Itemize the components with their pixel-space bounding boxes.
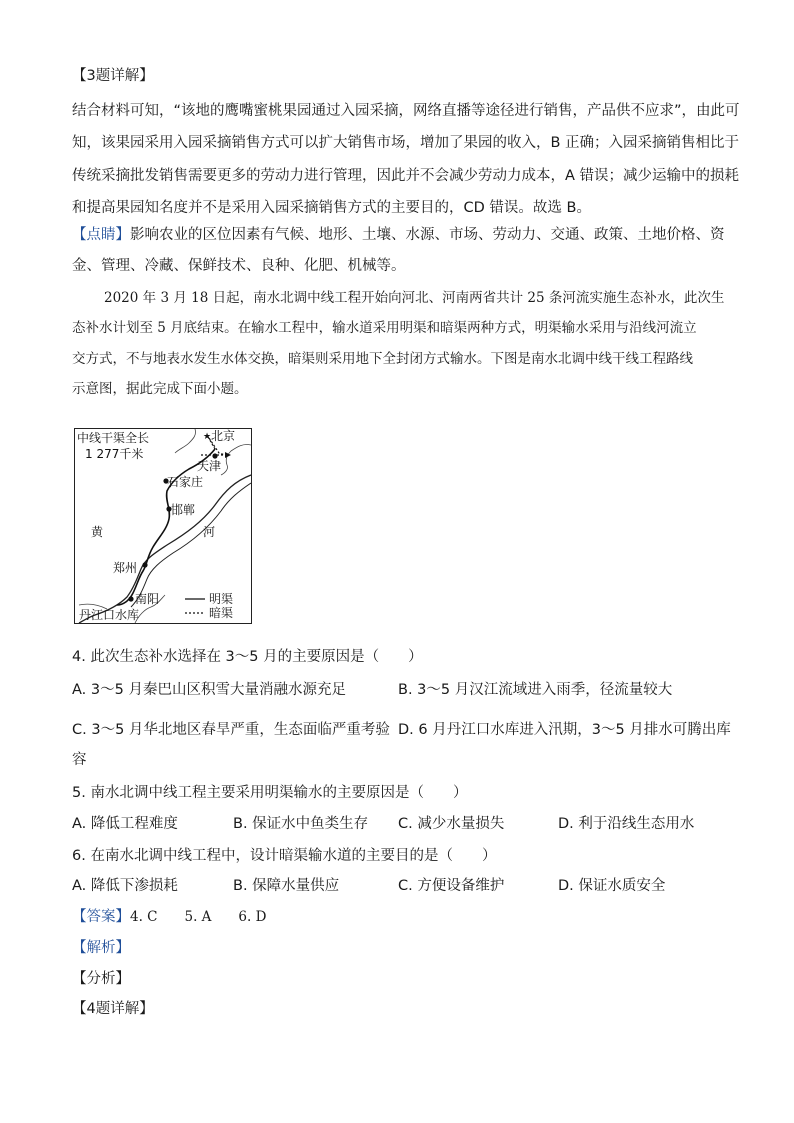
dianjing-line-1 xyxy=(72,225,725,245)
border-line-east xyxy=(221,444,251,475)
q4-option-c: C. 3～5 月华北地区春旱严重，生态面临严重考验 xyxy=(72,722,390,738)
route-map xyxy=(74,428,252,624)
city-tianjin: 天津 xyxy=(197,459,222,473)
answer-label: 【答案】 xyxy=(72,909,130,925)
q6-option-d: D. 保证水质安全 xyxy=(558,878,666,894)
legend-covered-label: 暗渠 xyxy=(209,606,234,620)
q6-stem: 6. 在南水北调中线工程中，设计暗渠输水道的主要目的是（ ） xyxy=(72,848,497,864)
section3-line-4: 和提高果园知名度并不是采用入园采摘销售方式的主要目的，CD 错误。故选 B。 xyxy=(72,200,591,216)
map-caption-2: 1 277千米 xyxy=(85,447,144,461)
yellow-river-bank xyxy=(131,483,251,607)
answer-line xyxy=(72,907,266,927)
q5-option-a: A. 降低工程难度 xyxy=(72,816,178,832)
river-char-huang: 黄 xyxy=(91,525,104,539)
nanyang-dot xyxy=(128,596,133,601)
q4-option-a: A. 3～5 月秦巴山区积雪大量消融水源充足 xyxy=(72,682,346,698)
legend-open-label: 明渠 xyxy=(209,592,234,606)
q6-option-a: A. 降低下渗损耗 xyxy=(72,878,178,894)
city-handan: 邯郸 xyxy=(171,503,196,517)
q5-option-b: B. 保证水中鱼类生存 xyxy=(233,816,369,832)
section3-line-1: 结合材料可知，“该地的鹰嘴蜜桃果园通过入园采摘，网络直播等途径进行销售，产品供不应求”，由此可 xyxy=(72,103,740,119)
map-caption-1: 中线干渠全长 xyxy=(77,431,150,445)
dianjing-line-2: 金、管理、冷藏、保鲜技术、良种、化肥、机械等。 xyxy=(72,258,406,274)
fenxi-label: 【分析】 xyxy=(72,971,130,987)
river-char-he: 河 xyxy=(203,525,216,539)
jiexi-label: 【解析】 xyxy=(72,940,130,956)
material-line-3: 交方式，不与地表水发生水体交换，暗渠则采用地下全封闭方式输水。下图是南水北调中线干线工程路线 xyxy=(72,351,693,367)
q5-stem: 5. 南水北调中线工程主要采用明渠输水的主要原因是（ ） xyxy=(72,785,468,801)
city-zhengzhou: 郑州 xyxy=(113,561,138,575)
dianjing-label: 【点睛】 xyxy=(72,227,130,243)
q5-option-d: D. 利于沿线生态用水 xyxy=(558,816,695,832)
q4-option-d: D. 6 月丹江口水库进入汛期，3～5 月排水可腾出库 xyxy=(398,722,731,738)
q4-option-b: B. 3～5 月汉江流域进入雨季，径流量较大 xyxy=(398,682,673,698)
q4-option-d-cont: 容 xyxy=(72,752,87,768)
q5-option-c: C. 减少水量损失 xyxy=(398,816,505,832)
q6-option-c: C. 方便设备维护 xyxy=(398,878,505,894)
section3-heading: 【3题详解】 xyxy=(72,68,154,84)
section3-line-2: 知，该果园采用入园采摘销售方式可以扩大销售市场，增加了果园的收入，B 正确；入园采摘销售相比于 xyxy=(72,135,740,151)
section4-heading: 【4题详解】 xyxy=(72,1001,154,1017)
material-line-2: 态补水计划至 5 月底结束。在输水工程中，输水道采用明渠和暗渠两种方式，明渠输水采用与沿线河流立 xyxy=(72,320,697,336)
q4-stem: 4. 此次生态补水选择在 3～5 月的主要原因是（ ） xyxy=(72,649,423,665)
tianjin-arrow xyxy=(225,452,231,458)
dianjing-text-1: 影响农业的区位因素有气候、地形、土壤、水源、市场、劳动力、交通、政策、土地价格、资 xyxy=(130,227,725,243)
material-line-4: 示意图，据此完成下面小题。 xyxy=(72,381,248,397)
city-shijiazhuang: 石家庄 xyxy=(167,475,204,489)
city-beijing: 北京 xyxy=(211,429,236,443)
tianjin-dot xyxy=(212,453,217,458)
material-line-1: 2020 年 3 月 18 日起，南水北调中线工程开始向河北、河南两省共计 25 条河流实施生态补水，此次生 xyxy=(104,290,725,306)
section3-line-3: 传统采摘批发销售需要更多的劳动力进行管理，因此并不会减少劳动力成本，A 错误；减少运输中的损耗 xyxy=(72,168,740,184)
answer-text: 4. C 5. A 6. D xyxy=(130,909,267,925)
border-line-north xyxy=(175,429,196,453)
city-danjiangkou: 丹江口水库 xyxy=(79,608,140,622)
zhengzhou-dot xyxy=(142,562,147,567)
city-nanyang: 南阳 xyxy=(135,592,160,606)
q6-option-b: B. 保障水量供应 xyxy=(233,878,340,894)
beijing-star-icon: ★ xyxy=(203,432,212,442)
